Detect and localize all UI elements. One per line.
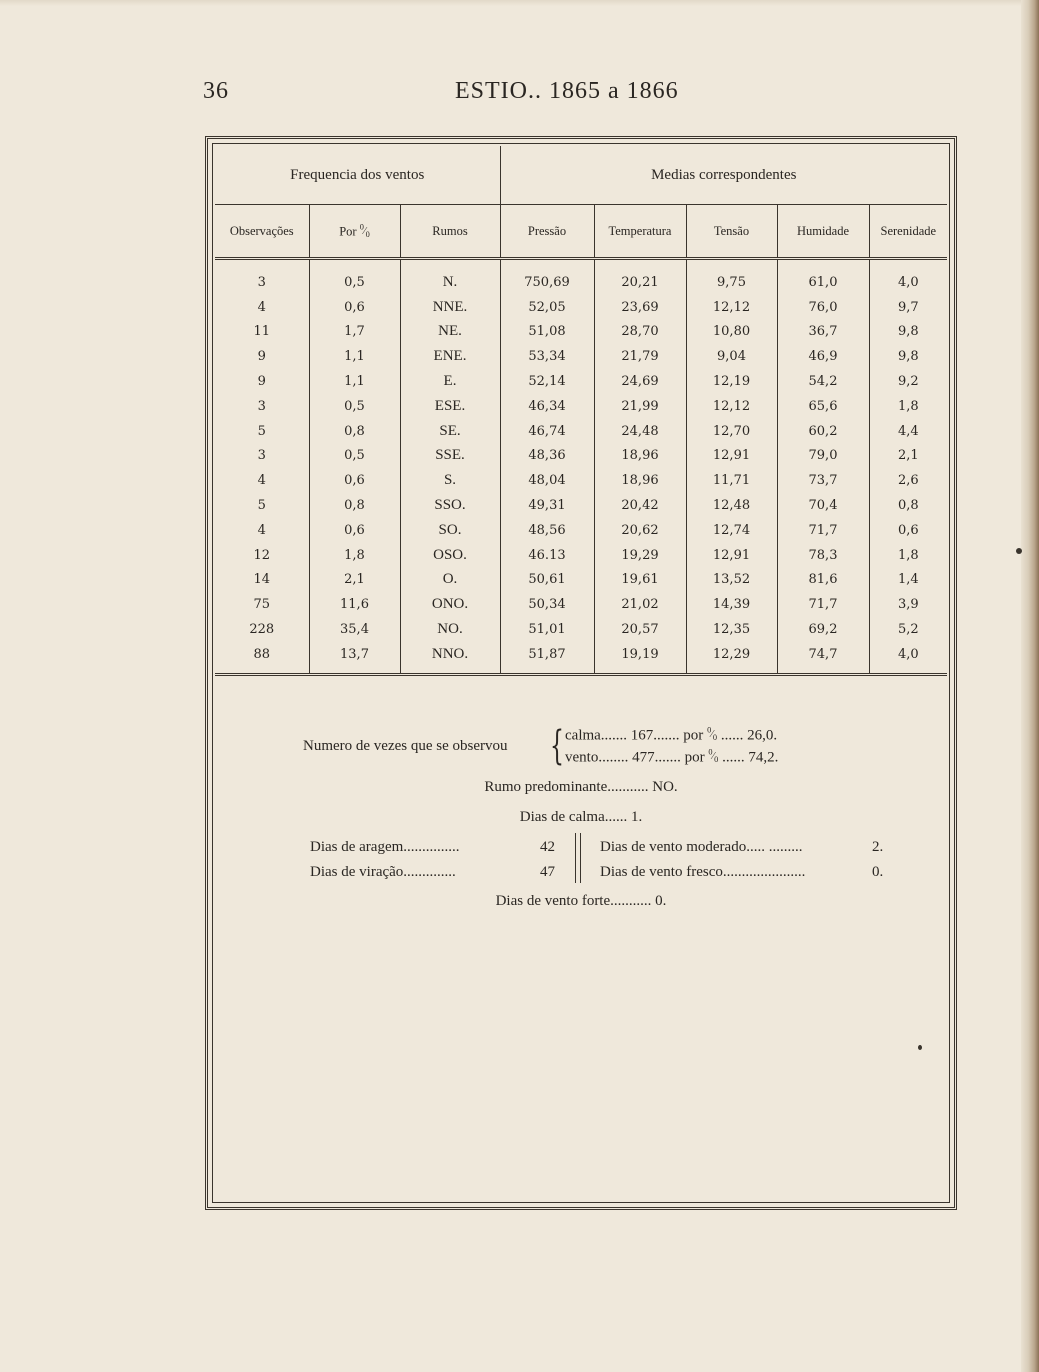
dias-fresco-label: Dias de vento fresco...................... bbox=[600, 864, 806, 880]
cell-rumo: SO. bbox=[400, 518, 500, 543]
cell-serenidade: 4,0 bbox=[869, 642, 947, 674]
percent-fraction: $^0⁄_0$ bbox=[708, 748, 719, 765]
cell-por: 1,1 bbox=[309, 369, 400, 394]
cell-serenidade: 3,9 bbox=[897, 597, 919, 613]
col-header-tensao: Tensão bbox=[686, 205, 777, 259]
cell-humidade: 54,2 bbox=[777, 369, 869, 394]
cell-por: 0,8 bbox=[309, 419, 400, 444]
cell-observacoes: 3 bbox=[215, 259, 309, 295]
running-title: ESTIO.. 1865 a 1866 bbox=[455, 78, 679, 104]
cell-observacoes: 12 bbox=[215, 543, 309, 568]
cell-pressao: 50,34 bbox=[500, 592, 594, 617]
cell-pressao: 52,14 bbox=[500, 369, 594, 394]
col-header-observacoes: Observações bbox=[215, 205, 309, 259]
cell-humidade: 73,7 bbox=[777, 468, 869, 493]
cell-temperatura: 18,96 bbox=[594, 444, 686, 469]
cell-observacoes: 11 bbox=[215, 320, 309, 345]
page-right-edge bbox=[1021, 0, 1039, 1372]
percent-fraction: $^0⁄_0$ bbox=[359, 222, 370, 239]
cell-humidade: 36,7 bbox=[777, 320, 869, 345]
cell-por: 0,6 bbox=[309, 518, 400, 543]
dias-fresco-value: 0. bbox=[872, 864, 884, 880]
vento-line bbox=[565, 748, 778, 766]
paper-speck bbox=[918, 1045, 922, 1050]
cell-serenidade: 1,4 bbox=[897, 572, 919, 588]
cell-serenidade: 0,6 bbox=[897, 522, 919, 538]
cell-serenidade: 1,8 bbox=[897, 547, 919, 563]
brace-glyph: { bbox=[550, 723, 564, 769]
group-header-frequency: Frequencia dos ventos bbox=[215, 146, 500, 205]
cell-observacoes: 3 bbox=[215, 394, 309, 419]
cell-por: 0,6 bbox=[309, 295, 400, 320]
cell-rumo: SSE. bbox=[400, 444, 500, 469]
cell-rumo: NO. bbox=[400, 617, 500, 642]
cell-pressao: 46,34 bbox=[500, 394, 594, 419]
table-row bbox=[215, 568, 947, 593]
cell-rumo: OSO. bbox=[400, 543, 500, 568]
cell-tensao: 9,04 bbox=[686, 344, 777, 369]
table-row bbox=[215, 642, 947, 674]
dias-moderado-label: Dias de vento moderado..... ......... bbox=[600, 839, 803, 855]
cell-pressao: 53,34 bbox=[500, 344, 594, 369]
cell-observacoes: 4 bbox=[215, 295, 309, 320]
cell-pressao: 52,05 bbox=[500, 295, 594, 320]
cell-rumo: NNO. bbox=[400, 642, 500, 674]
dias-moderado-row bbox=[600, 839, 884, 856]
cell-temperatura: 20,21 bbox=[594, 259, 686, 295]
cell-rumo: NNE. bbox=[400, 295, 500, 320]
col-header-por bbox=[309, 205, 400, 259]
cell-serenidade: 4,4 bbox=[897, 423, 919, 439]
table-row bbox=[215, 419, 947, 444]
cell-observacoes: 9 bbox=[215, 344, 309, 369]
vento-value: ...... 74,2. bbox=[722, 749, 779, 766]
cell-serenidade: 2,1 bbox=[897, 448, 919, 464]
col-header-temperatura: Temperatura bbox=[594, 205, 686, 259]
cell-temperatura: 21,99 bbox=[594, 394, 686, 419]
cell-observacoes: 4 bbox=[215, 468, 309, 493]
dias-aragem-value: 42 bbox=[540, 839, 555, 855]
group-header-row bbox=[215, 146, 947, 205]
cell-humidade: 71,7 bbox=[777, 518, 869, 543]
col-header-rumos: Rumos bbox=[400, 205, 500, 259]
table-row bbox=[215, 444, 947, 469]
cell-por: 0,5 bbox=[309, 259, 400, 295]
cell-humidade: 74,7 bbox=[777, 642, 869, 674]
cell-temperatura: 24,69 bbox=[594, 369, 686, 394]
cell-pressao: 51,01 bbox=[500, 617, 594, 642]
cell-observacoes: 14 bbox=[215, 568, 309, 593]
cell-tensao: 12,91 bbox=[686, 444, 777, 469]
cell-temperatura: 21,02 bbox=[594, 592, 686, 617]
cell-observacoes: 5 bbox=[215, 419, 309, 444]
table-row bbox=[215, 320, 947, 345]
table-frame bbox=[205, 136, 957, 1210]
cell-tensao: 12,91 bbox=[686, 543, 777, 568]
cell-temperatura: 21,79 bbox=[594, 344, 686, 369]
cell-serenidade: 9,8 bbox=[897, 349, 919, 365]
dias-fresco-row bbox=[600, 864, 884, 881]
percent-fraction: $^0⁄_0$ bbox=[707, 726, 718, 743]
cell-tensao: 12,74 bbox=[686, 518, 777, 543]
cell-por: 1,8 bbox=[309, 543, 400, 568]
cell-por: 0,8 bbox=[309, 493, 400, 518]
cell-rumo: ONO. bbox=[400, 592, 500, 617]
cell-observacoes: 4 bbox=[215, 518, 309, 543]
col-header-por-label: Por bbox=[339, 224, 357, 239]
cell-por: 1,7 bbox=[309, 320, 400, 345]
cell-tensao: 12,35 bbox=[686, 617, 777, 642]
dias-forte: Dias de vento forte........... 0. bbox=[495, 893, 667, 909]
cell-humidade: 71,7 bbox=[777, 592, 869, 617]
cell-tensao: 13,52 bbox=[686, 568, 777, 593]
page-header bbox=[203, 78, 723, 114]
cell-temperatura: 19,61 bbox=[594, 568, 686, 593]
cell-pressao: 46.13 bbox=[500, 543, 594, 568]
cell-rumo: SE. bbox=[400, 419, 500, 444]
page-top-edge bbox=[0, 0, 1021, 6]
cell-temperatura: 20,57 bbox=[594, 617, 686, 642]
cell-humidade: 60,2 bbox=[777, 419, 869, 444]
dias-calma: Dias de calma...... 1. bbox=[519, 809, 643, 825]
cell-por: 0,6 bbox=[309, 468, 400, 493]
group-header-averages: Medias correspondentes bbox=[500, 146, 947, 205]
cell-tensao: 14,39 bbox=[686, 592, 777, 617]
cell-tensao: 12,48 bbox=[686, 493, 777, 518]
cell-observacoes: 9 bbox=[215, 369, 309, 394]
cell-por: 2,1 bbox=[309, 568, 400, 593]
cell-tensao: 10,80 bbox=[686, 320, 777, 345]
cell-por: 35,4 bbox=[309, 617, 400, 642]
cell-temperatura: 20,62 bbox=[594, 518, 686, 543]
cell-observacoes: 5 bbox=[215, 493, 309, 518]
cell-observacoes: 228 bbox=[215, 617, 309, 642]
dias-viracao-label: Dias de viração.............. bbox=[310, 864, 456, 880]
table-row bbox=[215, 617, 947, 642]
table-row bbox=[215, 369, 947, 394]
cell-rumo: S. bbox=[400, 468, 500, 493]
cell-humidade: 46,9 bbox=[777, 344, 869, 369]
cell-observacoes: 3 bbox=[215, 444, 309, 469]
table-row bbox=[215, 295, 947, 320]
cell-rumo: O. bbox=[400, 568, 500, 593]
cell-temperatura: 24,48 bbox=[594, 419, 686, 444]
calma-text: calma....... 167....... por bbox=[565, 727, 704, 744]
cell-pressao: 48,04 bbox=[500, 468, 594, 493]
col-header-serenidade: Serenidade bbox=[869, 205, 947, 259]
cell-humidade: 70,4 bbox=[777, 493, 869, 518]
cell-pressao: 50,61 bbox=[500, 568, 594, 593]
paper-speck bbox=[1016, 548, 1022, 554]
table-row bbox=[215, 344, 947, 369]
cell-serenidade: 0,8 bbox=[897, 498, 919, 514]
cell-temperatura: 28,70 bbox=[594, 320, 686, 345]
calm-wind-block bbox=[303, 723, 923, 770]
cell-por: 11,6 bbox=[309, 592, 400, 617]
cell-temperatura: 23,69 bbox=[594, 295, 686, 320]
cell-humidade: 79,0 bbox=[777, 444, 869, 469]
cell-tensao: 12,70 bbox=[686, 419, 777, 444]
cell-rumo: N. bbox=[400, 259, 500, 295]
cell-serenidade: 9,7 bbox=[897, 299, 919, 315]
cell-tensao: 12,12 bbox=[686, 394, 777, 419]
table-row bbox=[215, 592, 947, 617]
cell-temperatura: 19,19 bbox=[594, 642, 686, 674]
calma-value: ...... 26,0. bbox=[720, 727, 778, 744]
vento-text: vento........ 477....... por bbox=[565, 749, 705, 766]
cell-pressao: 48,36 bbox=[500, 444, 594, 469]
cell-serenidade: 9,2 bbox=[897, 374, 919, 390]
cell-serenidade: 2,6 bbox=[897, 473, 919, 489]
cell-rumo: NE. bbox=[400, 320, 500, 345]
table-row bbox=[215, 493, 947, 518]
cell-serenidade: 9,8 bbox=[897, 324, 919, 340]
wind-frequency-table bbox=[215, 146, 947, 676]
cell-pressao: 51,08 bbox=[500, 320, 594, 345]
cell-pressao: 49,31 bbox=[500, 493, 594, 518]
table-row bbox=[215, 394, 947, 419]
cell-tensao: 11,71 bbox=[686, 468, 777, 493]
cell-por: 1,1 bbox=[309, 344, 400, 369]
double-rule-divider bbox=[575, 833, 581, 883]
cell-tensao: 12,19 bbox=[686, 369, 777, 394]
cell-humidade: 81,6 bbox=[777, 568, 869, 593]
cell-temperatura: 19,29 bbox=[594, 543, 686, 568]
cell-humidade: 78,3 bbox=[777, 543, 869, 568]
cell-rumo: SSO. bbox=[400, 493, 500, 518]
cell-pressao: 46,74 bbox=[500, 419, 594, 444]
dias-viracao-row bbox=[310, 864, 555, 881]
cell-rumo: ESE. bbox=[400, 394, 500, 419]
dias-aragem-row bbox=[310, 839, 555, 856]
cell-por: 13,7 bbox=[309, 642, 400, 674]
cell-tensao: 12,12 bbox=[686, 295, 777, 320]
table-body bbox=[215, 259, 947, 675]
table-row bbox=[215, 259, 947, 295]
dias-moderado-value: 2. bbox=[872, 839, 884, 855]
cell-humidade: 65,6 bbox=[777, 394, 869, 419]
cell-temperatura: 20,42 bbox=[594, 493, 686, 518]
column-header-row bbox=[215, 205, 947, 259]
cell-observacoes: 88 bbox=[215, 642, 309, 674]
cell-pressao: 48,56 bbox=[500, 518, 594, 543]
cell-serenidade: 5,2 bbox=[897, 622, 919, 638]
dias-aragem-label: Dias de aragem............... bbox=[310, 839, 460, 855]
table-row bbox=[215, 518, 947, 543]
page-number: 36 bbox=[203, 78, 229, 104]
rumo-predominante: Rumo predominante........... NO. bbox=[484, 779, 678, 795]
cell-por: 0,5 bbox=[309, 444, 400, 469]
cell-tensao: 12,29 bbox=[686, 642, 777, 674]
cell-serenidade: 1,8 bbox=[897, 398, 919, 414]
cell-pressao: 51,87 bbox=[500, 642, 594, 674]
cell-tensao: 9,75 bbox=[686, 259, 777, 295]
cell-humidade: 61,0 bbox=[777, 259, 869, 295]
table-row bbox=[215, 543, 947, 568]
cell-observacoes: 75 bbox=[215, 592, 309, 617]
cell-pressao: 750,69 bbox=[500, 259, 594, 295]
cell-rumo: E. bbox=[400, 369, 500, 394]
col-header-pressao: Pressão bbox=[500, 205, 594, 259]
cell-por: 0,5 bbox=[309, 394, 400, 419]
cell-rumo: ENE. bbox=[400, 344, 500, 369]
cell-temperatura: 18,96 bbox=[594, 468, 686, 493]
cell-humidade: 76,0 bbox=[777, 295, 869, 320]
table-row bbox=[215, 468, 947, 493]
cell-serenidade: 4,0 bbox=[897, 274, 919, 290]
calma-line bbox=[565, 726, 777, 744]
cell-humidade: 69,2 bbox=[777, 617, 869, 642]
col-header-humidade: Humidade bbox=[777, 205, 869, 259]
dias-viracao-value: 47 bbox=[540, 864, 555, 880]
observed-label: Numero de vezes que se observou bbox=[303, 738, 508, 754]
